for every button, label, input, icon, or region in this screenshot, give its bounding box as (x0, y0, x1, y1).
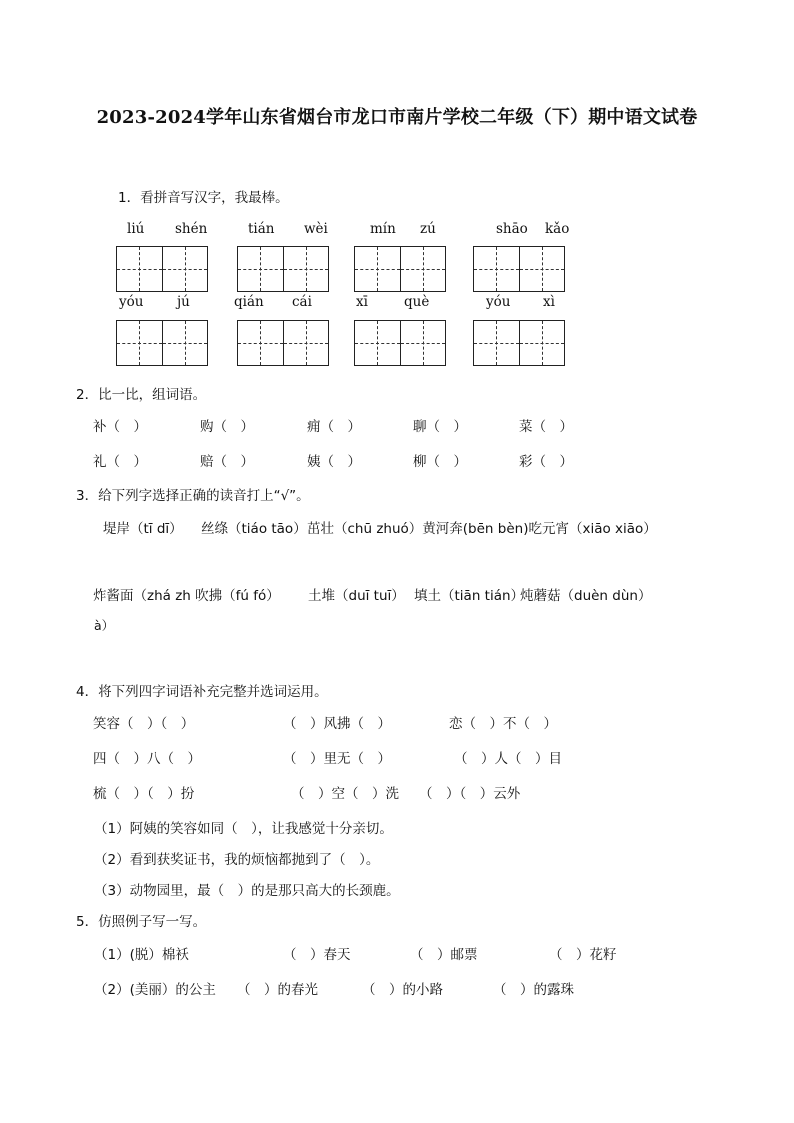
word-blank[interactable]: 赔（ ） (200, 454, 254, 470)
pinyin-label: qián (234, 294, 264, 310)
imitation-blank[interactable]: （ ）邮票 (410, 947, 478, 963)
writing-box[interactable] (354, 246, 446, 292)
example-item: （2）(美丽）的公主 (94, 982, 216, 998)
q3-line-2 (0, 584, 794, 604)
q5-row-1 (0, 943, 794, 963)
q2-row-2 (0, 450, 794, 470)
q5-row-2 (0, 978, 794, 998)
pinyin-label: mín (370, 221, 396, 237)
imitation-blank[interactable]: （ ）的小路 (362, 982, 443, 998)
q3-heading: 3．给下列字选择正确的读音打上“√”。 (76, 488, 310, 504)
pinyin-label: xì (543, 294, 555, 310)
writing-box[interactable] (473, 320, 565, 366)
example-item: （1）(脱）棉袄 (94, 947, 189, 963)
idiom-blank[interactable]: （ ）风拂（ ） (283, 716, 391, 732)
writing-box[interactable] (116, 246, 208, 292)
idiom-blank[interactable]: 梳（ ）（ ）扮 (93, 786, 195, 802)
idiom-blank[interactable]: 笑容（ ）（ ） (93, 716, 195, 732)
word-blank[interactable]: 姨（ ） (307, 454, 361, 470)
page-title: 2023-2024学年山东省烟台市龙口市南片学校二年级（下）期中语文试卷 (96, 107, 698, 128)
word-blank[interactable]: 菜（ ） (519, 419, 573, 435)
word-blank[interactable]: 购（ ） (200, 419, 254, 435)
pinyin-label: liú (127, 221, 145, 237)
pinyin-label: zú (420, 221, 436, 237)
word-blank[interactable]: 痈（ ） (307, 419, 361, 435)
reading-choice[interactable]: 炖蘑菇（duèn dùn） (520, 588, 652, 604)
q5-heading: 5．仿照例子写一写。 (76, 914, 207, 930)
writing-box[interactable] (237, 320, 329, 366)
pinyin-label: tián (248, 221, 275, 237)
pinyin-label: kǎo (545, 221, 570, 237)
q2-heading: 2．比一比，组词语。 (76, 387, 207, 403)
writing-box[interactable] (116, 320, 208, 366)
writing-box[interactable] (354, 320, 446, 366)
q4-sentence-2[interactable]: （2）看到获奖证书，我的烦恼都抛到了（ ）。 (94, 852, 380, 868)
reading-choice[interactable]: 填土（tiān tián） (414, 588, 525, 604)
word-blank[interactable]: 礼（ ） (93, 454, 147, 470)
pinyin-label: cái (292, 294, 312, 310)
pinyin-label: shāo (496, 221, 528, 237)
idiom-blank[interactable]: （ ）里无（ ） (283, 751, 391, 767)
reading-choice[interactable]: 炸酱面（zhá zh 吹拂（fú fó） (93, 588, 280, 604)
q3-line-3: à） (94, 618, 115, 633)
q4-row-3 (0, 782, 794, 802)
reading-choice[interactable]: 土堆（duī tuī） (308, 588, 405, 604)
idiom-blank[interactable]: 四（ ）八（ ） (93, 751, 201, 767)
pinyin-label: yóu (119, 294, 144, 310)
word-blank[interactable]: 彩（ ） (519, 454, 573, 470)
q2-row-1 (0, 415, 794, 435)
imitation-blank[interactable]: （ ）花籽 (549, 947, 617, 963)
writing-box[interactable] (473, 246, 565, 292)
pinyin-label: shén (175, 221, 208, 237)
writing-box[interactable] (237, 246, 329, 292)
pinyin-label: què (404, 294, 430, 310)
imitation-blank[interactable]: （ ）的春光 (237, 982, 318, 998)
q4-sentence-3[interactable]: （3）动物园里，最（ ）的是那只高大的长颈鹿。 (94, 883, 400, 899)
word-blank[interactable]: 补（ ） (93, 419, 147, 435)
reading-choice[interactable]: 堤岸（tī dī） (103, 521, 183, 537)
pinyin-label: xī (356, 294, 368, 310)
pinyin-label: wèi (304, 221, 328, 237)
q4-heading: 4．将下列四字词语补充完整并选词运用。 (76, 684, 328, 700)
idiom-blank[interactable]: 恋（ ）不（ ） (449, 716, 557, 732)
idiom-blank[interactable]: （ ）人（ ）目 (454, 751, 562, 767)
word-blank[interactable]: 柳（ ） (413, 454, 467, 470)
q4-sentence-1[interactable]: （1）阿姨的笑容如同（ ），让我感觉十分亲切。 (94, 821, 393, 837)
q4-row-1 (0, 712, 794, 732)
q1-heading: 1．看拼音写汉字，我最棒。 (118, 190, 289, 206)
idiom-blank[interactable]: （ ）（ ）云外 (419, 786, 521, 802)
word-blank[interactable]: 聊（ ） (413, 419, 467, 435)
imitation-blank[interactable]: （ ）春天 (283, 947, 351, 963)
reading-choice[interactable]: 茁壮（chū zhuó）黄河奔(bēn bèn)吃元宵（xiāo xiāo） (307, 521, 657, 537)
q3-line-1 (0, 517, 794, 537)
imitation-blank[interactable]: （ ）的露珠 (493, 982, 574, 998)
pinyin-label: jú (177, 294, 190, 310)
reading-choice[interactable]: 丝绦（tiáo tāo） (201, 521, 307, 537)
idiom-blank[interactable]: （ ）空（ ）洗 (291, 786, 399, 802)
q4-row-2 (0, 747, 794, 767)
pinyin-label: yóu (486, 294, 511, 310)
